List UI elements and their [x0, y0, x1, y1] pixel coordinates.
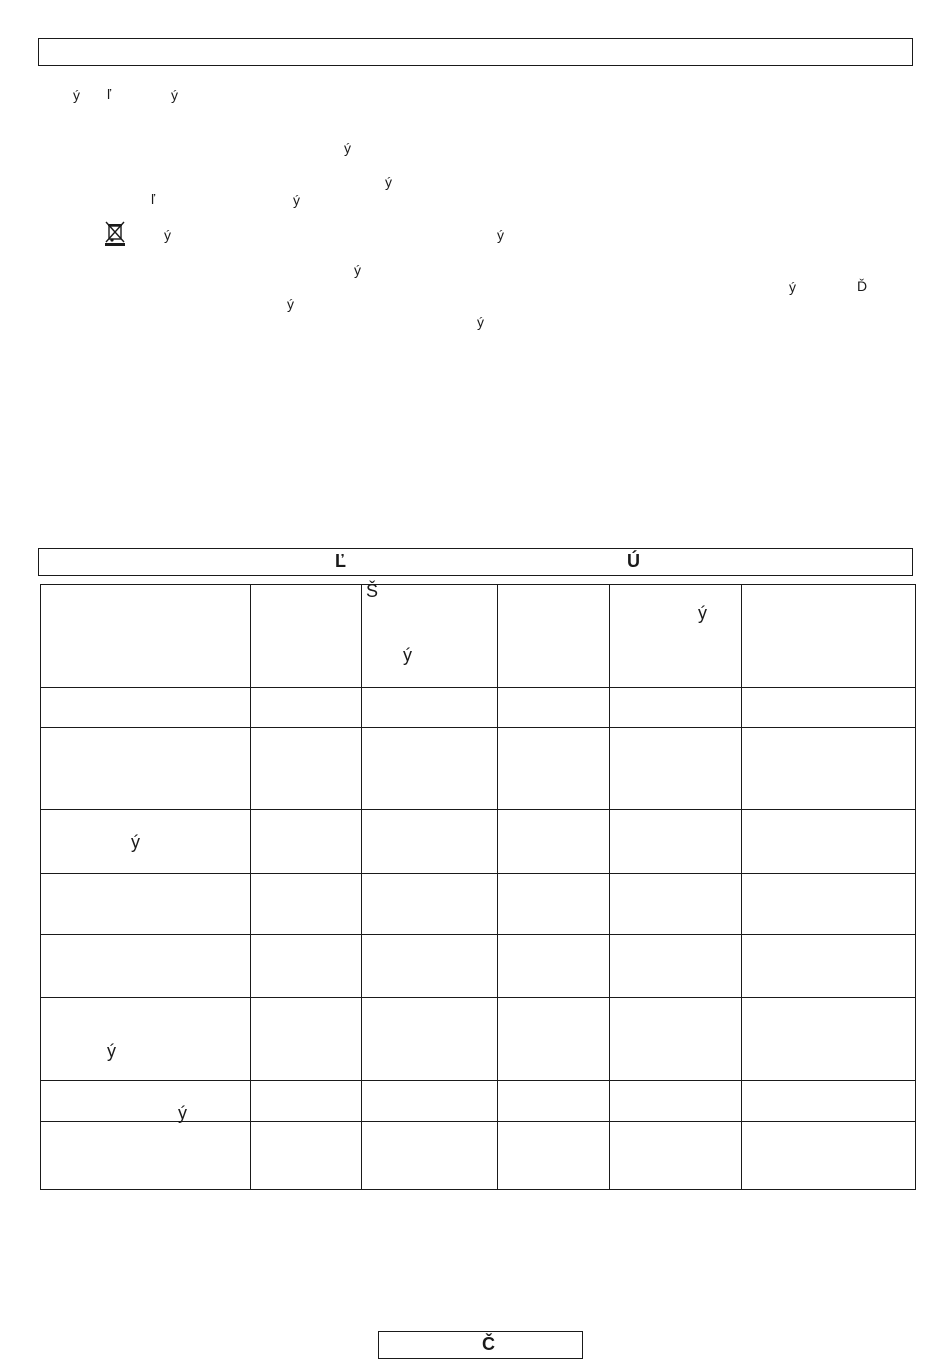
table-row [41, 874, 916, 935]
section-header-bar [38, 38, 913, 66]
table-cell [610, 998, 742, 1081]
page-number-box [378, 1331, 583, 1359]
table-header-glyph: Ľ [335, 551, 346, 571]
table-cell [742, 585, 916, 688]
table-cell [610, 728, 742, 810]
table-cell [251, 1122, 362, 1190]
table-cell [498, 728, 610, 810]
table-cell [498, 1122, 610, 1190]
table-cell [362, 581, 498, 688]
table-cell [498, 688, 610, 728]
table-header-row [41, 585, 916, 688]
paragraph-glyph: ý [73, 87, 80, 103]
table-cell [498, 935, 610, 998]
paragraph-glyph: ý [171, 87, 178, 103]
table-cell [742, 1081, 916, 1122]
paragraph-glyph: ľ [151, 191, 156, 207]
crossed-out-wheelie-bin-icon [104, 221, 126, 247]
table-cell [251, 998, 362, 1081]
table-cell [742, 1122, 916, 1190]
table-cell [251, 728, 362, 810]
table-cell [742, 935, 916, 998]
table-cell [498, 585, 610, 688]
table-cell [610, 585, 742, 688]
table-cell [41, 810, 251, 874]
table-cell [742, 688, 916, 728]
table-cell [362, 728, 498, 810]
table-cell [41, 1081, 251, 1122]
table-cell [610, 1122, 742, 1190]
table-cell [498, 810, 610, 874]
table-cell [742, 998, 916, 1081]
table-cell [41, 874, 251, 935]
table-row-glyph: ý [178, 1103, 187, 1123]
table-cell [362, 935, 498, 998]
paragraph-glyph: ý [287, 296, 294, 312]
table-cell [251, 688, 362, 728]
paragraph-glyph: ý [497, 227, 504, 243]
page-number: Č [482, 1334, 495, 1354]
table-cell [362, 1081, 498, 1122]
table-header-glyph: Š [366, 581, 379, 601]
table-header-glyph: Ú [627, 551, 640, 571]
table-cell [41, 998, 251, 1081]
paragraph-glyph: ý [293, 192, 300, 208]
table-cell [362, 1122, 498, 1190]
paragraph-glyph: ľ [107, 86, 112, 102]
table-cell [362, 874, 498, 935]
table-cell [610, 1081, 742, 1122]
paragraph-glyph: ý [789, 279, 796, 295]
table-cell [41, 688, 251, 728]
table-row-glyph: ý [107, 1041, 116, 1061]
table-row [41, 935, 916, 998]
table-cell [610, 935, 742, 998]
table-cell [742, 874, 916, 935]
table-cell [742, 810, 916, 874]
table-cell [41, 585, 251, 688]
table-cell [251, 810, 362, 874]
paragraph-glyph: ý [385, 174, 392, 190]
table-cell [610, 688, 742, 728]
table-row [41, 1122, 916, 1190]
table-cell [498, 1081, 610, 1122]
table-header-glyph: ý [403, 645, 412, 665]
table-cell [362, 810, 498, 874]
table-header-glyph: ý [698, 603, 707, 623]
paragraph-glyph: ý [354, 262, 361, 278]
table-row [41, 810, 916, 874]
paragraph-glyph: ý [477, 314, 484, 330]
table-row [41, 728, 916, 810]
table-cell [251, 935, 362, 998]
table-cell [41, 728, 251, 810]
table-cell [498, 998, 610, 1081]
table-section-header-bar [38, 548, 913, 576]
table-cell [742, 728, 916, 810]
table-cell [362, 688, 498, 728]
table-row [41, 1081, 916, 1122]
paragraph-glyph: ý [344, 140, 351, 156]
paragraph-glyph: ý [164, 227, 171, 243]
paragraph-glyph: Ď [857, 278, 868, 294]
table-cell [498, 874, 610, 935]
table-row-glyph: ý [131, 832, 140, 852]
table-cell [251, 874, 362, 935]
table-cell [251, 585, 362, 688]
table-cell [362, 998, 498, 1081]
table-cell [610, 810, 742, 874]
table-cell [251, 1081, 362, 1122]
data-table [40, 581, 916, 1190]
table-row [41, 688, 916, 728]
table-cell [41, 935, 251, 998]
table-row [41, 998, 916, 1081]
table-cell [610, 874, 742, 935]
table-cell [41, 1122, 251, 1190]
